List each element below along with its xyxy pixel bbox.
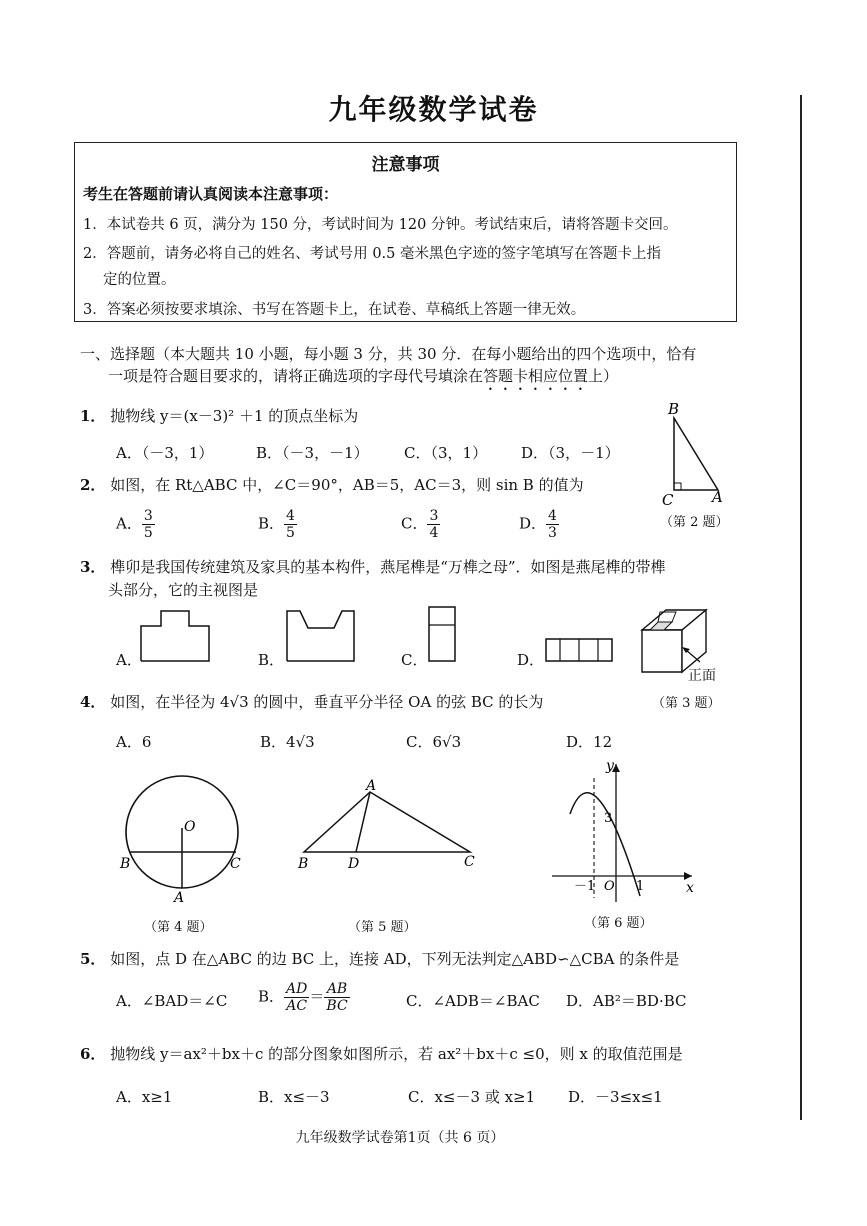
page-footer: 九年级数学试卷第1页（共 6 页） [295, 1130, 505, 1146]
q3-option-d-letter: D． [517, 651, 545, 669]
q2-stem [80, 474, 584, 495]
q3-option-c-shape [426, 604, 458, 664]
fig6-graph-figure [548, 758, 698, 906]
notice-item-2-cont: 定的位置。 [103, 272, 176, 288]
fig4-label-a: A [174, 890, 185, 904]
q3-stem-1 [80, 556, 666, 577]
section-heading-part-a: 一项是符合题目要求的，请将正确选项的字母代号填涂在 [108, 367, 484, 385]
q1-option-a: A．（－3，1） [116, 444, 214, 462]
q1-option-b: B．（－3，－1） [256, 444, 369, 462]
notice-intro: 考生在答题前请认真阅读本注意事项： [83, 185, 339, 203]
q2-option-a [116, 508, 155, 541]
q3-front-label: 正面 [688, 668, 716, 684]
q2-b-denominator: 5 [286, 525, 295, 541]
q6-text: 抛物线 y＝ax²＋bx＋c 的部分图象如图所示，若 ax²＋bx＋c ≤0，则 x 的取值范围是 [110, 1045, 683, 1063]
fig5-label-d: D [348, 856, 360, 872]
q6-option-a: A．x≥1 [116, 1088, 173, 1106]
q4-option-c: C．6√3 [406, 733, 462, 751]
notice-title: 注意事项 [371, 155, 440, 175]
q2-text: 如图，在 Rt△ABC 中，∠C＝90°，AB＝5，AC＝3，则 sin B 的值为 [110, 476, 584, 494]
fig6-label-neg1: －1 [574, 879, 596, 894]
notice-item-2: 2．答题前，请务必将自己的姓名、考试号用 0.5 毫米黑色字迹的签字笔填写在答题卡上指 [83, 246, 661, 262]
q5-option-b-eq: ＝ [309, 987, 325, 1006]
q2-option-a-letter: A． [116, 514, 142, 533]
section-heading-line1: 一、选择题（本大题共 10 小题，每小题 3 分，共 30 分．在每小题给出的四个选项中，恰有 [80, 345, 697, 363]
q3-option-b-letter: B． [258, 651, 285, 669]
q6-option-c: C．x≤－3 或 x≥1 [408, 1088, 536, 1106]
q2-a-denominator: 5 [143, 525, 153, 541]
q3-option-a-shape [138, 608, 214, 664]
fig4-label-b: B [120, 856, 131, 872]
q2-c-numerator: 3 [429, 508, 439, 524]
q2-label-c: C [662, 491, 674, 509]
q4-option-d: D．12 [566, 733, 613, 751]
q2-triangle-figure [650, 398, 740, 510]
q2-caption: （第 2 题） [660, 515, 729, 530]
fig5-label-b: B [298, 856, 309, 872]
q5-option-c: C．∠ADB＝∠BAC [406, 992, 540, 1010]
fig5-label-a: A [366, 778, 377, 794]
q5-b-frac2-num: AB [324, 981, 349, 998]
q2-b-numerator: 4 [286, 508, 295, 524]
q2-d-numerator: 4 [548, 508, 557, 524]
q5-b-frac1-den: AC [286, 998, 308, 1014]
fig4-caption: （第 4 题） [144, 920, 213, 935]
q2-option-d [519, 508, 559, 541]
section-heading-part-c: 上） [588, 367, 619, 385]
q3-stem-2: 头部分，它的主视图是 [108, 581, 259, 599]
section-heading-line2 [108, 365, 618, 394]
page-title: 九年级数学试卷 [328, 93, 539, 126]
fig6-x-arrow [684, 872, 692, 880]
fig4-label-o: O [184, 819, 196, 835]
q4-number: 4． [80, 693, 106, 711]
q5-option-d: D．AB²＝BD·BC [566, 992, 687, 1010]
q1-option-c: C．（3，1） [404, 444, 488, 462]
q2-label-b: B [668, 400, 680, 418]
section-heading-emphasis: 答题卡相应位置 [483, 367, 589, 385]
q3-option-b-shape [284, 608, 358, 664]
fig6-label-y: y [606, 758, 614, 774]
fig4-label-c: C [230, 856, 241, 872]
notice-box [74, 142, 737, 322]
q5-option-a: A．∠BAD＝∠C [116, 992, 228, 1010]
fig6-label-1: 1 [636, 879, 645, 894]
q2-d-denominator: 3 [548, 525, 557, 541]
q5-option-b-frac1 [284, 981, 309, 1014]
fig6-label-x: x [686, 880, 694, 896]
fig5-triangle-abc [304, 792, 470, 852]
q1-number: 1． [80, 407, 106, 425]
q1-text: 抛物线 y＝(x－3)² ＋1 的顶点坐标为 [110, 407, 359, 425]
q5-stem [80, 948, 679, 969]
q4-text: 如图，在半径为 4√3 的圆中，垂直平分半径 OA 的弦 BC 的长为 [110, 693, 544, 711]
q2-option-b-letter: B． [258, 514, 285, 533]
q2-option-c [401, 508, 440, 541]
q2-number: 2． [80, 476, 106, 494]
q3-text-1: 榫卯是我国传统建筑及家具的基本构件，燕尾榫是“万榫之母”．如图是燕尾榫的带榫 [110, 558, 666, 576]
q2-c-denominator: 4 [429, 525, 439, 541]
fig5-label-c: C [464, 854, 475, 870]
q4-option-b: B．4√3 [260, 733, 315, 751]
q5-b-frac1-num: AD [286, 981, 308, 997]
notice-item-1: 1．本试卷共 6 页，满分为 150 分，考试时间为 120 分钟。考试结束后，请将答题卡交回。 [83, 217, 678, 233]
fig5-triangle-figure [290, 776, 482, 872]
q4-stem [80, 691, 543, 712]
scan-edge-line [800, 95, 802, 1120]
q4-option-a: A．6 [116, 733, 152, 751]
q2-triangle [674, 418, 718, 490]
q3-option-a-letter: A． [116, 651, 142, 669]
q5-text: 如图，点 D 在△ABC 的边 BC 上，连接 AD，下列无法判定△ABD∽△CBA 的条件是 [110, 950, 680, 968]
fig5-caption: （第 5 题） [348, 920, 417, 935]
q2-right-angle-mark [674, 483, 681, 490]
fig6-label-3: 3 [604, 811, 613, 826]
fig6-caption: （第 6 题） [584, 916, 653, 931]
fig4-circle-figure [110, 770, 260, 904]
q2-a-numerator: 3 [143, 508, 153, 524]
q5-option-b-frac2 [324, 981, 349, 1014]
q3-number: 3． [80, 558, 106, 576]
q2-label-a: A [712, 488, 723, 506]
notice-item-3: 3．答案必须按要求填涂、书写在答题卡上，在试卷、草稿纸上答题一律无效。 [83, 302, 586, 318]
q2-option-b [258, 508, 297, 541]
q5-b-frac2-den: BC [326, 998, 348, 1014]
q2-option-d-letter: D． [519, 514, 547, 533]
q6-option-d: D．－3≤x≤1 [568, 1088, 663, 1106]
q3-option-d-shape [543, 636, 615, 664]
q6-stem [80, 1043, 683, 1064]
fig6-label-o: O [604, 879, 615, 894]
q1-stem [80, 405, 358, 426]
q5-option-b [258, 981, 350, 1014]
q3-option-c-letter: C． [401, 651, 428, 669]
q2-option-c-letter: C． [401, 514, 428, 533]
q2-option-d-fraction [546, 508, 559, 541]
q2-option-c-fraction [427, 508, 440, 541]
q5-number: 5． [80, 950, 106, 968]
q6-number: 6． [80, 1045, 106, 1063]
q3-caption: （第 3 题） [652, 696, 721, 711]
q1-option-d: D．（3，－1） [521, 444, 620, 462]
q6-option-b: B．x≤－3 [258, 1088, 330, 1106]
fig5-segment-ad [356, 792, 370, 852]
q2-option-b-fraction [284, 508, 297, 541]
q2-option-a-fraction [142, 508, 155, 541]
q5-option-b-letter: B． [258, 987, 285, 1006]
